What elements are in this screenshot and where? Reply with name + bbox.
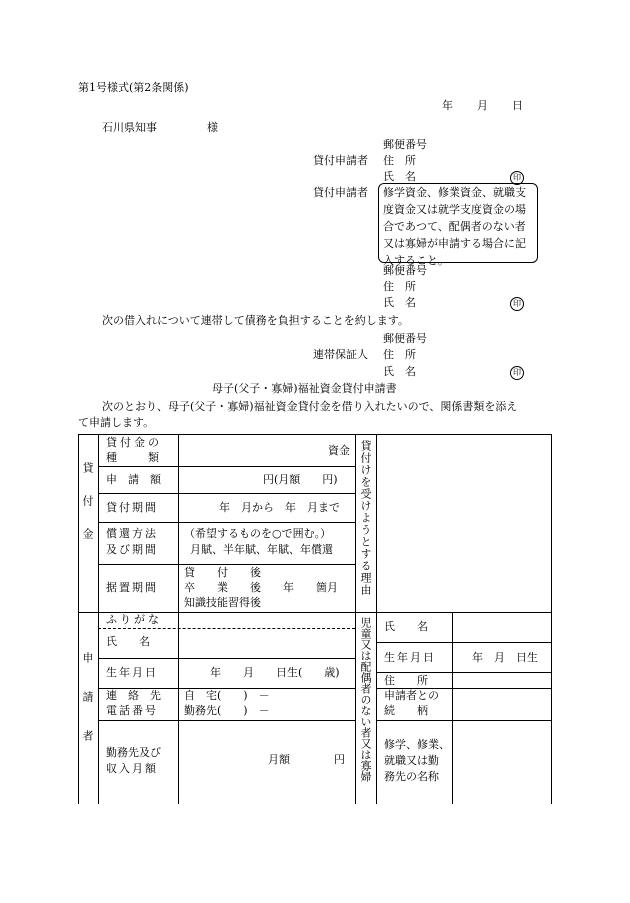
applicant-role-label: 貸付申請者 bbox=[313, 154, 368, 167]
deferral-value-3: 知識技能習得後 bbox=[184, 596, 261, 609]
work-label-1: 勤務先及び bbox=[106, 746, 161, 759]
contact-label-2: 電話番号 bbox=[106, 704, 158, 717]
document-title: 母子(父子・寡婦)福祉資金貸付申請書 bbox=[212, 382, 397, 395]
repay-label-2: 及び期間 bbox=[106, 543, 158, 556]
date-month: 月 bbox=[477, 99, 488, 112]
co-applicant-note: 修学資金、修業資金、就職支度資金又は就学支度資金の場合であつて、配偶者のない者又は寡婦が申請する場合に記入すること。 bbox=[383, 186, 526, 267]
applicant-seal-icon: 印 bbox=[510, 171, 524, 185]
guarantor-address-label: 住 所 bbox=[383, 348, 416, 361]
relation-label-1: 申請者との bbox=[384, 689, 439, 702]
child-dob-value: 年 月 日生 bbox=[472, 651, 538, 664]
loan-group-label: 貸付金 bbox=[81, 462, 94, 561]
applicant-address-label: 住 所 bbox=[383, 154, 416, 167]
repay-value-1: （希望するものを○で囲む。） bbox=[184, 527, 332, 540]
date-year: 年 bbox=[442, 99, 453, 112]
guarantor-seal-icon: 印 bbox=[510, 366, 524, 380]
work-value: 月額 円 bbox=[268, 753, 345, 766]
co-applicant-seal-icon: 印 bbox=[510, 297, 524, 311]
loan-type-value: 資金 bbox=[328, 444, 350, 457]
contact-value-2: 勤務先( ) － bbox=[184, 704, 270, 717]
co-applicant-address-label: 住 所 bbox=[383, 280, 416, 293]
co-applicant-name-label: 氏 名 bbox=[383, 296, 416, 309]
applicant-name-field-label: 氏 名 bbox=[106, 635, 150, 648]
guarantor-name-label: 氏 名 bbox=[383, 365, 416, 378]
period-value: 年 月から 年 月まで bbox=[219, 501, 340, 514]
furigana-label: ふりがな bbox=[106, 613, 162, 626]
applicant-group-label: 申請者 bbox=[81, 652, 94, 769]
school-label-3: 務先の名称 bbox=[384, 770, 439, 783]
deferral-value-1: 貸 付 後 bbox=[184, 566, 261, 579]
child-address-label: 住 所 bbox=[384, 674, 428, 687]
date-day: 日 bbox=[512, 99, 523, 112]
deferral-value-2: 卒 業 後 年 箇月 bbox=[184, 581, 338, 594]
honorific: 様 bbox=[207, 121, 218, 134]
form-number: 第1号様式(第2条関係) bbox=[78, 81, 189, 94]
co-applicant-postal-label: 郵便番号 bbox=[383, 264, 427, 277]
contact-label-1: 連 絡 先 bbox=[106, 689, 161, 702]
school-label-2: 就職又は勤 bbox=[384, 754, 439, 767]
contact-value-1: 自 宅( ) － bbox=[184, 689, 270, 702]
reason-label: 貸付けを受けようとする理由 bbox=[359, 440, 372, 596]
guarantee-statement: 次の借入れについて連帯して債務を負担することを約します。 bbox=[102, 314, 409, 327]
loan-type-label: 貸付金の種 類 bbox=[106, 436, 162, 464]
applicant-postal-label: 郵便番号 bbox=[383, 138, 427, 151]
amount-label: 申 請 額 bbox=[106, 473, 161, 486]
applicant-name-label: 氏 名 bbox=[383, 170, 416, 183]
period-label: 貸付期間 bbox=[106, 501, 158, 514]
child-dob-label: 生年月日 bbox=[384, 651, 436, 664]
amount-value: 円(月額 円) bbox=[263, 473, 338, 486]
addressee: 石川県知事 bbox=[102, 121, 157, 134]
work-label-2: 収入月額 bbox=[106, 762, 158, 775]
child-group-label: 児童又は配偶者のない者又は寡婦 bbox=[359, 617, 372, 782]
co-applicant-role-label: 貸付申請者 bbox=[313, 186, 368, 199]
guarantor-role-label: 連帯保証人 bbox=[313, 348, 368, 361]
relation-label-2: 続 柄 bbox=[384, 704, 428, 717]
deferral-label: 据置期間 bbox=[106, 581, 158, 594]
repay-label-1: 償還方法 bbox=[106, 527, 158, 540]
repay-value-2: 月賦、半年賦、年賦、年償還 bbox=[190, 543, 333, 556]
intro-line-1: 次のとおり、母子(父子・寡婦)福祉資金貸付金を借り入れたいので、関係書類を添え bbox=[102, 400, 518, 413]
child-name-label: 氏 名 bbox=[384, 620, 428, 633]
dob-label: 生年月日 bbox=[106, 666, 158, 679]
dob-value: 年 月 日生( 歳) bbox=[210, 666, 340, 679]
intro-line-2: て申請します。 bbox=[78, 416, 155, 429]
guarantor-postal-label: 郵便番号 bbox=[383, 332, 427, 345]
school-label-1: 修学、修業、 bbox=[384, 738, 450, 751]
